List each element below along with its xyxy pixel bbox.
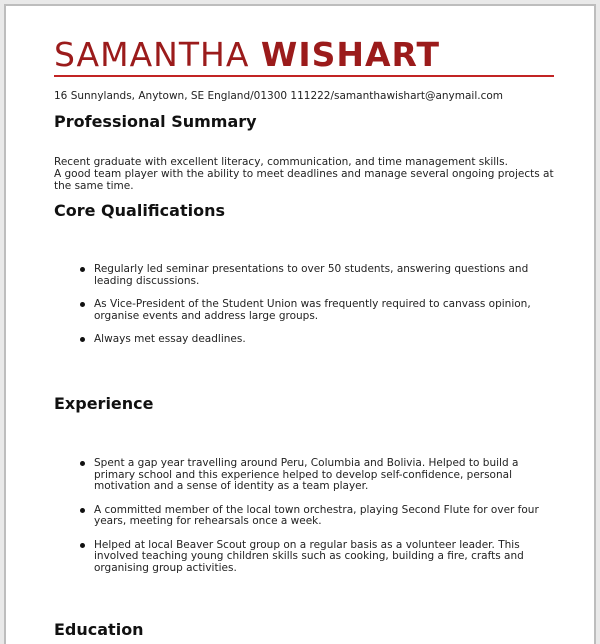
summary-line-1: Recent graduate with excellent literacy, communication, and time management skills. <box>54 156 508 168</box>
last-name: WISHART <box>260 35 440 74</box>
candidate-name <box>54 35 440 74</box>
education-heading: Education <box>54 620 144 639</box>
list-item: Regularly led seminar presentations to over 50 students, answering questions and leading discussions. <box>54 264 544 287</box>
summary-text <box>54 156 554 192</box>
qualifications-list <box>54 264 544 358</box>
summary-heading: Professional Summary <box>54 112 257 131</box>
cv-page <box>4 4 596 644</box>
qualifications-heading: Core Qualifications <box>54 201 225 220</box>
list-item: As Vice-President of the Student Union was frequently required to canvass opinion, organise events and address large groups. <box>54 299 544 322</box>
first-name: SAMANTHA <box>54 35 250 74</box>
list-item: Spent a gap year travelling around Peru, Columbia and Bolivia. Helped to build a primary school and this experience helped to develop self-confidence, personal motivation and a sense of identity as a team player. <box>54 458 544 493</box>
list-item: A committed member of the local town orchestra, playing Second Flute for over four years, meeting for rehearsals once a week. <box>54 505 544 528</box>
list-item: Always met essay deadlines. <box>54 334 544 346</box>
contact-line: 16 Sunnylands, Anytown, SE England/01300 111222/samanthawishart@anymail.com <box>54 90 504 102</box>
header-rule <box>54 75 554 77</box>
summary-line-2: A good team player with the ability to meet deadlines and manage several ongoing projects at the same time. <box>54 168 554 192</box>
list-item: Helped at local Beaver Scout group on a regular basis as a volunteer leader. This involved teaching young children skills such as cooking, building a fire, crafts and organising group activities. <box>54 540 544 575</box>
experience-list <box>54 458 544 586</box>
experience-heading: Experience <box>54 394 154 413</box>
